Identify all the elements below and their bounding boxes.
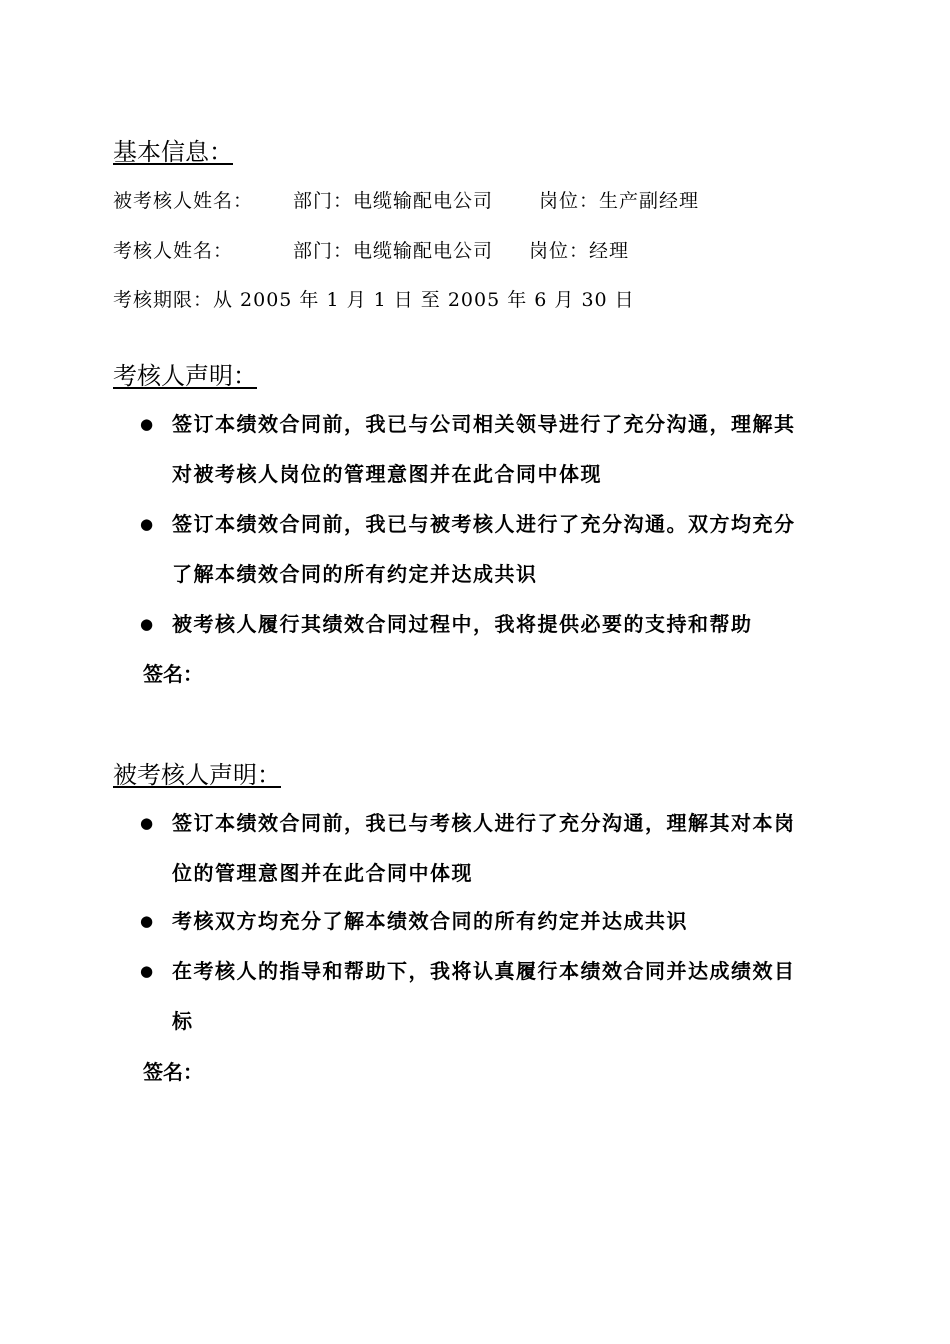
- reviewer-bullet-1-line-1: 签订本绩效合同前，我已与公司相关领导进行了充分沟通，理解其: [172, 412, 796, 436]
- section-title-basic-info: 基本信息：: [113, 138, 233, 166]
- reviewee-bullet-3-line-2: 标: [172, 1009, 194, 1033]
- reviewer-bullet-2-line-2: 了解本绩效合同的所有约定并达成共识: [172, 562, 538, 586]
- reviewer-name-label: 考核人姓名：: [113, 240, 234, 262]
- reviewee-bullet-1-line-1: 签订本绩效合同前，我已与考核人进行了充分沟通，理解其对本岗: [172, 811, 796, 835]
- bullet-icon: ●: [140, 615, 154, 633]
- reviewer-bullet-2-line-1: 签订本绩效合同前，我已与被考核人进行了充分沟通。双方均充分: [172, 512, 796, 536]
- bullet-icon: ●: [140, 814, 154, 832]
- reviewer-bullet-3-line-1: 被考核人履行其绩效合同过程中，我将提供必要的支持和帮助: [172, 612, 753, 636]
- section-title-reviewee-declaration: 被考核人声明：: [113, 761, 281, 789]
- evaluation-period-text: 考核期限：从 2005 年 1 月 1 日 至 2005 年 6 月 30 日: [113, 289, 635, 311]
- reviewee-dept: 部门：电缆输配电公司: [293, 190, 494, 212]
- reviewee-name-label: 被考核人姓名：: [113, 190, 254, 212]
- reviewee-bullet-1-line-2: 位的管理意图并在此合同中体现: [172, 861, 473, 885]
- reviewee-post: 岗位：生产副经理: [539, 190, 700, 212]
- reviewer-post: 岗位：经理: [529, 240, 630, 262]
- bullet-icon: ●: [140, 912, 154, 930]
- reviewer-bullet-1-line-2: 对被考核人岗位的管理意图并在此合同中体现: [172, 462, 602, 486]
- reviewee-signature-label: 签名：: [143, 1060, 203, 1084]
- reviewee-bullet-2-line-1: 考核双方均充分了解本绩效合同的所有约定并达成共识: [172, 909, 688, 933]
- reviewer-signature-label: 签名：: [143, 662, 203, 686]
- bullet-icon: ●: [140, 515, 154, 533]
- reviewer-dept: 部门：电缆输配电公司: [293, 240, 494, 262]
- bullet-icon: ●: [140, 415, 154, 433]
- section-title-reviewer-declaration: 考核人声明：: [113, 362, 257, 390]
- reviewee-bullet-3-line-1: 在考核人的指导和帮助下，我将认真履行本绩效合同并达成绩效目: [172, 959, 796, 983]
- bullet-icon: ●: [140, 962, 154, 980]
